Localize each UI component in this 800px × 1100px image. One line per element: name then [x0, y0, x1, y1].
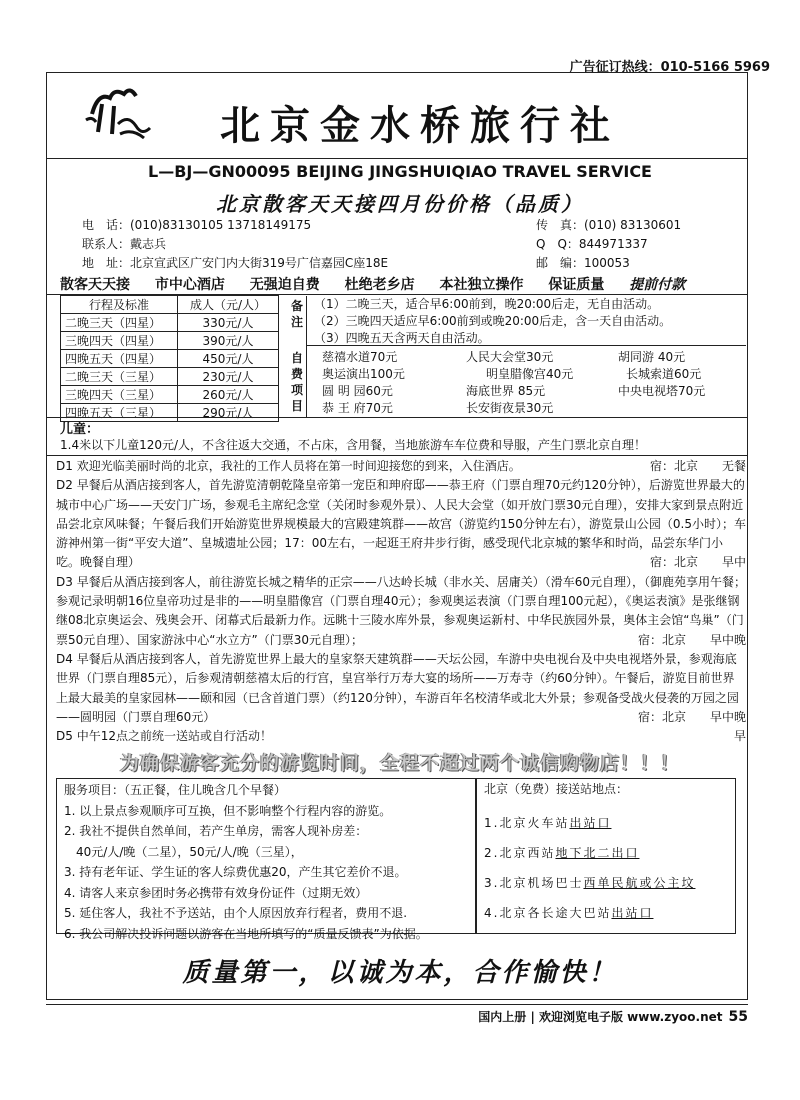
route-cell: 二晚三天（三星） [61, 368, 178, 386]
fee-item: 人民大会堂30元 [466, 350, 554, 364]
route-cell: 三晚四天（四星） [61, 332, 178, 350]
table-row [61, 368, 279, 386]
slogan: 无强迫自费 [249, 277, 320, 293]
day-item [56, 457, 746, 476]
route-cell: 二晚三天（四星） [61, 314, 178, 332]
day-item [56, 727, 746, 746]
day-text: D3 早餐后从酒店接到客人，前往游览长城之精华的正宗——八达岭长城（非水关、居庸关）（滑车60元自理），（御鹿苑享用午餐；参观记录明朝16位皇帝功过是非的——明皇腊像宫（门票自理40元）；参观奥运表演（门票自理100元起），《奥运表演》是张继钢继08北京奥运会、残奥会开、闭幕式后最新力作。远眺十三陵水库外景，参观奥运新村、中华民族园外景，奥体主会馆“鸟巢”（门票50元自理）、国家游泳中心“水立方”（门票30元自理）； [56, 574, 746, 647]
pickup-place: 出站口 [611, 906, 654, 920]
pickup-station: 2.北京西站 [484, 846, 556, 860]
price-cell: 450元/人 [178, 350, 279, 368]
day-item [56, 573, 746, 650]
service-item: 5. 延住客人，我社不予送站，由个人原因放弃行程者，费用不退. [64, 906, 408, 920]
pickup-item [484, 844, 639, 861]
remark: （2）三晚四天适应早6:00前到或晚20:00后走，含一天自由活动。 [314, 314, 672, 328]
table-row [61, 350, 279, 368]
route-cell: 四晚五天（四星） [61, 350, 178, 368]
fee-item: 中央电视塔70元 [618, 384, 706, 398]
optional-fees [322, 349, 742, 417]
page-number: 55 [728, 1009, 748, 1025]
dragon-logo-icon [84, 84, 154, 142]
table-row [61, 314, 279, 332]
price-cell: 390元/人 [178, 332, 279, 350]
price-cell: 260元/人 [178, 386, 279, 404]
service-item: 6. 我公司解决投诉问题以游客在当地所填写的“质量反馈表”为依据。 [64, 926, 428, 941]
fee-item: 慈禧水道70元 [322, 350, 398, 364]
day-text: D2 早餐后从酒店接到客人，首先游览清朝乾隆皇帝第一宠臣和珅府邸——恭王府（门票自理70元约120分钟），后游览世界最大的城市中心广场——天安门广场，参观毛主席纪念堂（关闭时参观外景）、人民大会堂（如开放门票30元自理），安排大家到景点附近品尝北京风味餐；午餐后我们开始游览世界规模最大的宫殿建筑群——故宫（游览约150分钟左右），游览景山公园（0.5小时）；车游神州第一街“平安大道”、皇城遗址公园；17：00左右，一起逛王府井步行街，感受现代北京城的繁华和时尚，品尝东华门小吃。晚餐自理） [56, 478, 746, 570]
table-row [61, 386, 279, 404]
remark: （1）二晚三天，适合早6:00前到，晚20:00后走，无自由活动。 [314, 297, 660, 311]
day-text: D5 中午12点之前统一送站或自行活动！ [56, 729, 272, 744]
route-cell: 四晚五天（三星） [61, 404, 178, 422]
contact-right [536, 216, 681, 273]
address: 地 址：北京宣武区广安门内大街319号广信嘉园C座18E [82, 256, 389, 270]
itinerary [56, 457, 746, 746]
pickup-station: 1.北京火车站 [484, 816, 570, 830]
pickup-item [484, 904, 653, 921]
pickup-item [484, 874, 695, 891]
day-text: D4 早餐后从酒店接到客人，首先游览世界上最大的皇家祭天建筑群——天坛公园，车游中央电视台及中央电视塔外景，参观海底世界（门票自理85元），后参观清朝慈禧太后的行宫，皇宫举行万寿大宴的场所——万寿寺（约60分钟）。午餐后，游览目前世界上最大最美的皇家园林——颐和园（已含首道门票）（约120分钟），车游百年名校清华或北大外景；参观备受战火侵袭的万园之园——圆明园（门票自理60元） [56, 651, 739, 724]
service-item: 4. 请客人来京参团时务必携带有效身份证件（过期无效） [64, 885, 368, 900]
service-item: 2. 我社不提供自然单间，若产生单房，需客人现补房差： [64, 824, 368, 838]
day-text: D1 欢迎光临美丽时尚的北京，我社的工作人员将在第一时间迎接您的到来，入住酒店。 [56, 459, 521, 473]
price-cell: 230元/人 [178, 368, 279, 386]
slogan: 散客天天接 [60, 277, 130, 293]
children-text: 1.4米以下儿童120元/人，不含往返大交通，不占床，含用餐，当地旅游车车位费和导服，产生门票北京自理！ [60, 438, 647, 452]
service-item: 40元/人/晚（二星），50元/人/晚（三星）， [76, 844, 303, 859]
postcode: 邮 编：100053 [536, 256, 630, 270]
remark: （3）四晚五天含两天自由活动。 [314, 331, 490, 345]
footer-text: 国内上册 | 欢迎浏览电子版 www.zyoo.net [478, 1010, 723, 1024]
contact-person: 联系人：戴志兵 [82, 237, 167, 251]
pickup-place: 地下北二出口 [555, 846, 640, 860]
slogan: 市中心酒店 [154, 277, 225, 293]
agency-name: 北京金水桥旅行社 [220, 102, 620, 149]
slogan: 提前付款 [629, 277, 686, 293]
day-item [56, 476, 746, 572]
table-header [61, 296, 279, 314]
service-item: 3. 持有老年证、学生证的客人综费优惠20，产生其它差价不退。 [64, 865, 407, 879]
children-title: 儿童： [60, 422, 100, 437]
fee-item: 圆 明 园60元 [322, 384, 393, 398]
day-stay: 早 [733, 729, 746, 744]
divider [46, 455, 748, 456]
slogan-bar [60, 274, 699, 294]
price-cell: 330元/人 [178, 314, 279, 332]
divider [46, 1004, 748, 1005]
fee-item: 明皇腊像宫40元 [486, 367, 574, 381]
fee-row [322, 349, 742, 366]
route-code: L—BJ—GN00095 BEIJING JINGSHUIQIAO TRAVEL SERVICE [148, 162, 652, 181]
price-table [60, 295, 279, 422]
pickup-station: 4.北京各长途大巴站 [484, 906, 612, 920]
pickup-item [484, 814, 611, 831]
fee-row [322, 366, 742, 383]
page-footer [478, 1008, 748, 1025]
shopping-banner: 为确保游客充分的游览时间，全程不超过两个诚信购物店！！！ [119, 752, 680, 774]
day-item [56, 650, 746, 727]
header-cell: 行程及标准 [61, 296, 178, 314]
day-stay: 宿：北京 早中晚 [637, 709, 746, 724]
fee-item: 胡同游 40元 [618, 350, 686, 364]
table-row [61, 332, 279, 350]
price-cell: 290元/人 [178, 404, 279, 422]
motto: 质量第一，以诚为本，合作愉快！ [182, 958, 618, 988]
remarks-label: 备注 [290, 299, 303, 329]
day-stay: 宿：北京 早中晚 [637, 632, 746, 647]
service-item: 1. 以上景点参观顺序可互换，但不影响整个行程内容的游览。 [64, 803, 392, 818]
pickup-title: 北京（免费）接送站地点： [484, 782, 629, 796]
qq: Q Q：844971337 [536, 237, 648, 251]
fee-row [322, 383, 742, 400]
ad-hotline: 广告征订热线：010-5166 5969 [569, 60, 770, 75]
divider [306, 296, 307, 418]
pickup-place: 出站口 [569, 816, 612, 830]
fee-row [322, 400, 742, 417]
divider [46, 417, 748, 418]
pickup-station: 3.北京机场巴士 [484, 876, 584, 890]
day-stay: 宿：北京 早中 [649, 555, 746, 570]
fee-item: 海底世界 85元 [466, 384, 546, 398]
slogan: 保证质量 [548, 277, 605, 293]
remarks-list [314, 296, 671, 347]
fee-item: 恭 王 府70元 [322, 401, 393, 415]
services-title: 服务项目：（五正餐，住儿晚含几个早餐） [64, 783, 287, 797]
slogan: 杜绝老乡店 [344, 277, 415, 293]
services-list [64, 780, 428, 944]
divider [46, 158, 748, 159]
divider [306, 345, 746, 346]
fax: 传 真：(010) 83130601 [536, 218, 682, 232]
optional-label: 自费项目 [290, 351, 303, 413]
header-cell: 成人（元/人） [178, 296, 279, 314]
fee-item: 长城索道60元 [626, 367, 702, 381]
day-stay: 宿：北京 无餐 [649, 459, 746, 473]
fee-item: 奥运演出100元 [322, 367, 405, 381]
fee-item: 长安街夜景30元 [466, 401, 554, 415]
pickup-place: 西单民航或公主坟 [583, 876, 696, 890]
phone: 电 话：(010)83130105 13718149175 [82, 218, 312, 232]
price-title: 北京散客天天接四月份价格（品质） [216, 192, 584, 216]
route-cell: 三晚四天（三星） [61, 386, 178, 404]
slogan: 本社独立操作 [439, 277, 524, 293]
contact-left [82, 216, 388, 273]
